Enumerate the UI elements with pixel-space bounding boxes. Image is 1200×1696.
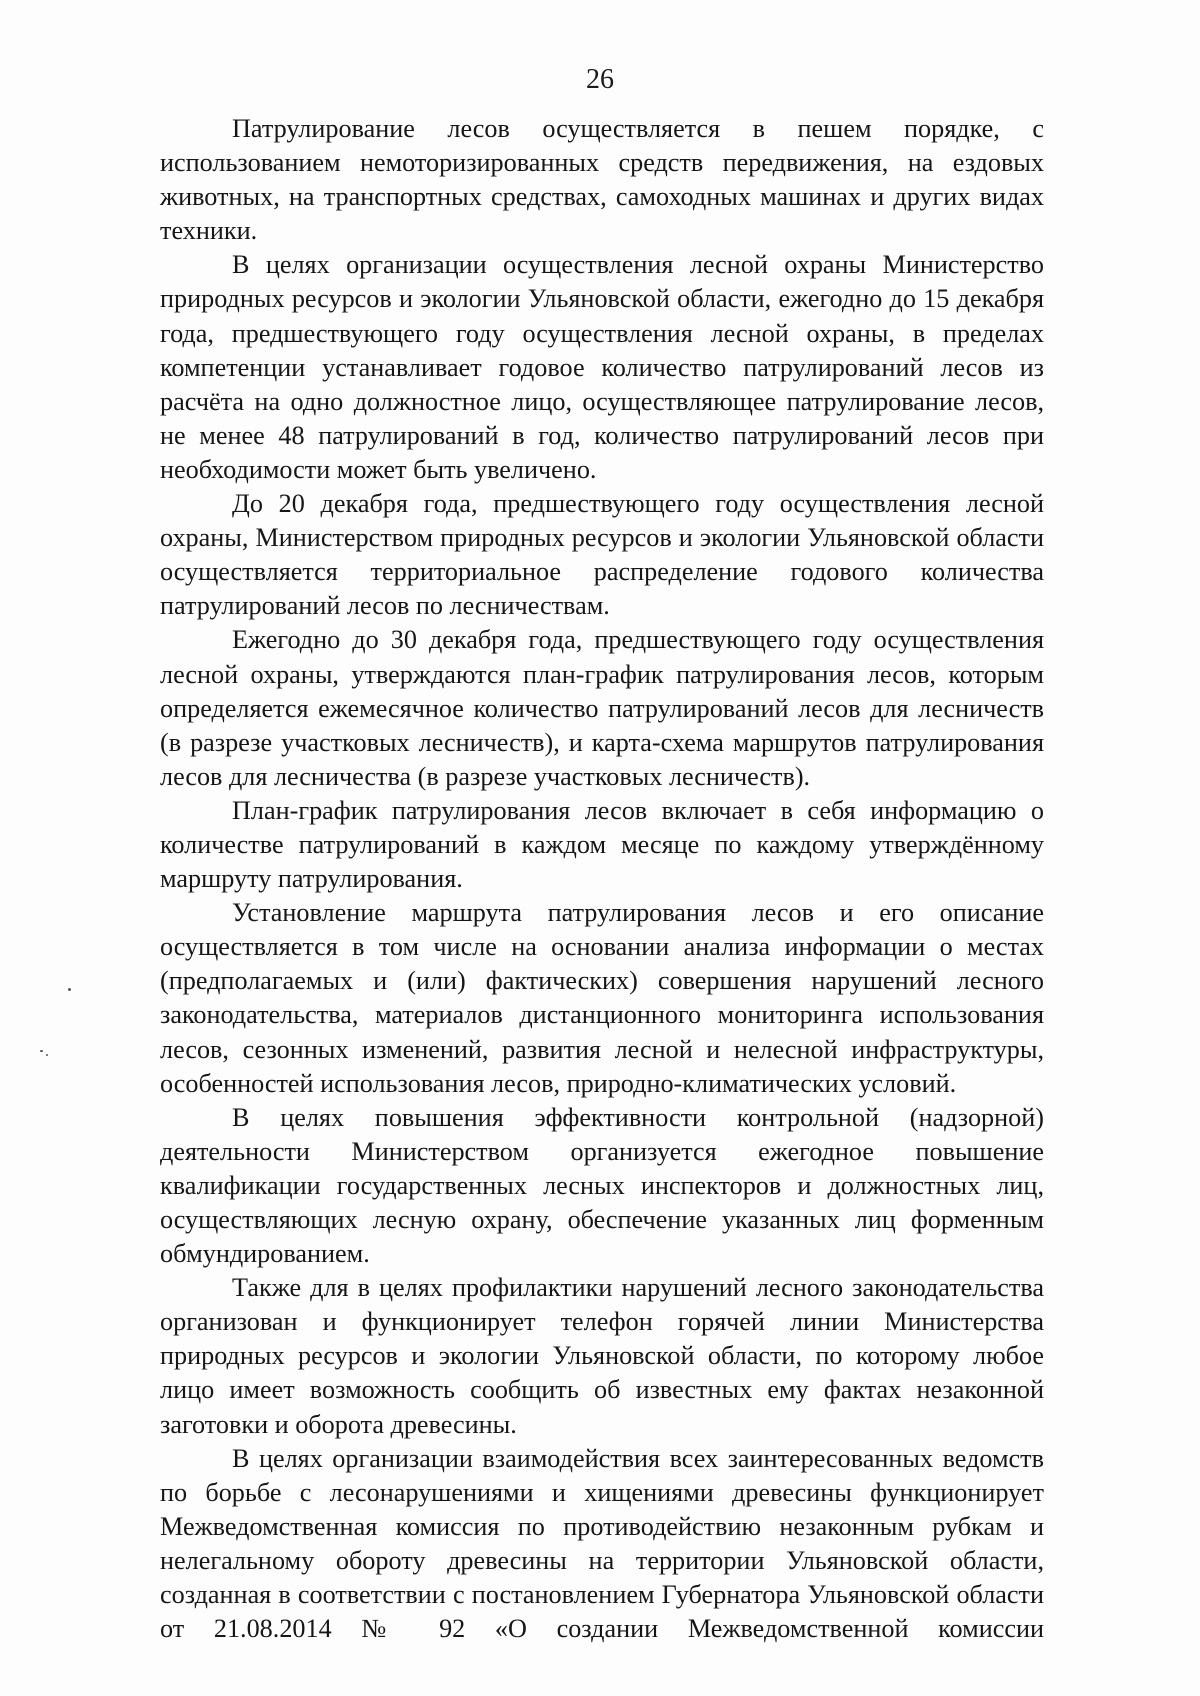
page-number: 26 bbox=[586, 64, 614, 95]
paragraph-territorial-distribution: До 20 декабря года, предшествующего году осуществления лесной охраны, Министерством природных ресурсов и экологии Ульяновской области осуществляется территориальное распределение годового количества патрулирований лесов по лесничествам. bbox=[160, 489, 1044, 621]
scan-artifact-dot bbox=[40, 1050, 43, 1052]
scan-artifact-dot bbox=[68, 988, 71, 991]
paragraph-schedule-contents: План-график патрулирования лесов включает в себя информацию о количестве патрулирований в каждом месяце по каждому утверждённому маршруту патрулирования. bbox=[160, 795, 1044, 894]
paragraph-hotline: Также для в целях профилактики нарушений лесного законодательства организован и функционирует телефон горячей линии Министерства природных ресурсов и экологии Ульяновской области, по которому любое лицо имеет возможность сообщить об известных ему фактах незаконной заготовки и оборота древесины. bbox=[160, 1273, 1044, 1439]
paragraph-staff-training: В целях повышения эффективности контрольной (надзорной) деятельности Министерством организуется ежегодное повышение квалификации государственных лесных инспекторов и должностных лиц, осуществляющих лесную охрану, обеспечение указанных лиц форменным обмундированием. bbox=[160, 1102, 1044, 1269]
paragraph-patrol-schedule: Ежегодно до 30 декабря года, предшествующего году осуществления лесной охраны, утверждаются план-график патрулирования лесов, которым определяется ежемесячное количество патрулирований лесов для лесничеств (в разрезе участковых лесничеств), и карта-схема маршрутов патрулирования лесов для лесничества (в разрезе участковых лесничеств). bbox=[160, 625, 1044, 791]
paragraph-patrolling-methods: Патрулирование лесов осуществляется в пешем порядке, с использованием немоторизированных средств передвижения, на ездовых животных, на транспортных средствах, самоходных машинах и других видах техники. bbox=[160, 114, 1044, 246]
scan-artifact-dot bbox=[46, 1054, 48, 1056]
paragraph-annual-patrol-count: В целях организации осуществления лесной охраны Министерство природных ресурсов и экологии Ульяновской области, ежегодно до 15 декабря года, предшествующего году осуществления лесной охраны, в пределах компетенции устанавливает годовое количество патрулирований лесов из расчёта на одно должностное лицо, осуществляющее патрулирование лесов, не менее 48 патрулирований в год, количество патрулирований лесов при необходимости может быть увеличено. bbox=[160, 250, 1044, 484]
document-body bbox=[160, 112, 1044, 1646]
paragraph-interagency-commission: В целях организации взаимодействия всех заинтересованных ведомств по борьбе с лесонарушениями и хищениями древесины функционирует Межведомственная комиссия по противодействию незаконным рубкам и нелегальному обороту древесины на территории Ульяновской области, созданная в соответствии с постановлением Губернатора Ульяновской области от 21.08.2014 № 92 «О создании Межведомственной комиссии bbox=[160, 1443, 1044, 1644]
paragraph-route-definition: Установление маршрута патрулирования лесов и его описание осуществляется в том числе на основании анализа информации о местах (предполагаемых и (или) фактических) совершения нарушений лесного законодательства, материалов дистанционного мониторинга использования лесов, сезонных изменений, развития лесной и нелесной инфраструктуры, особенностей использования лесов, природно-климатических условий. bbox=[160, 898, 1044, 1098]
